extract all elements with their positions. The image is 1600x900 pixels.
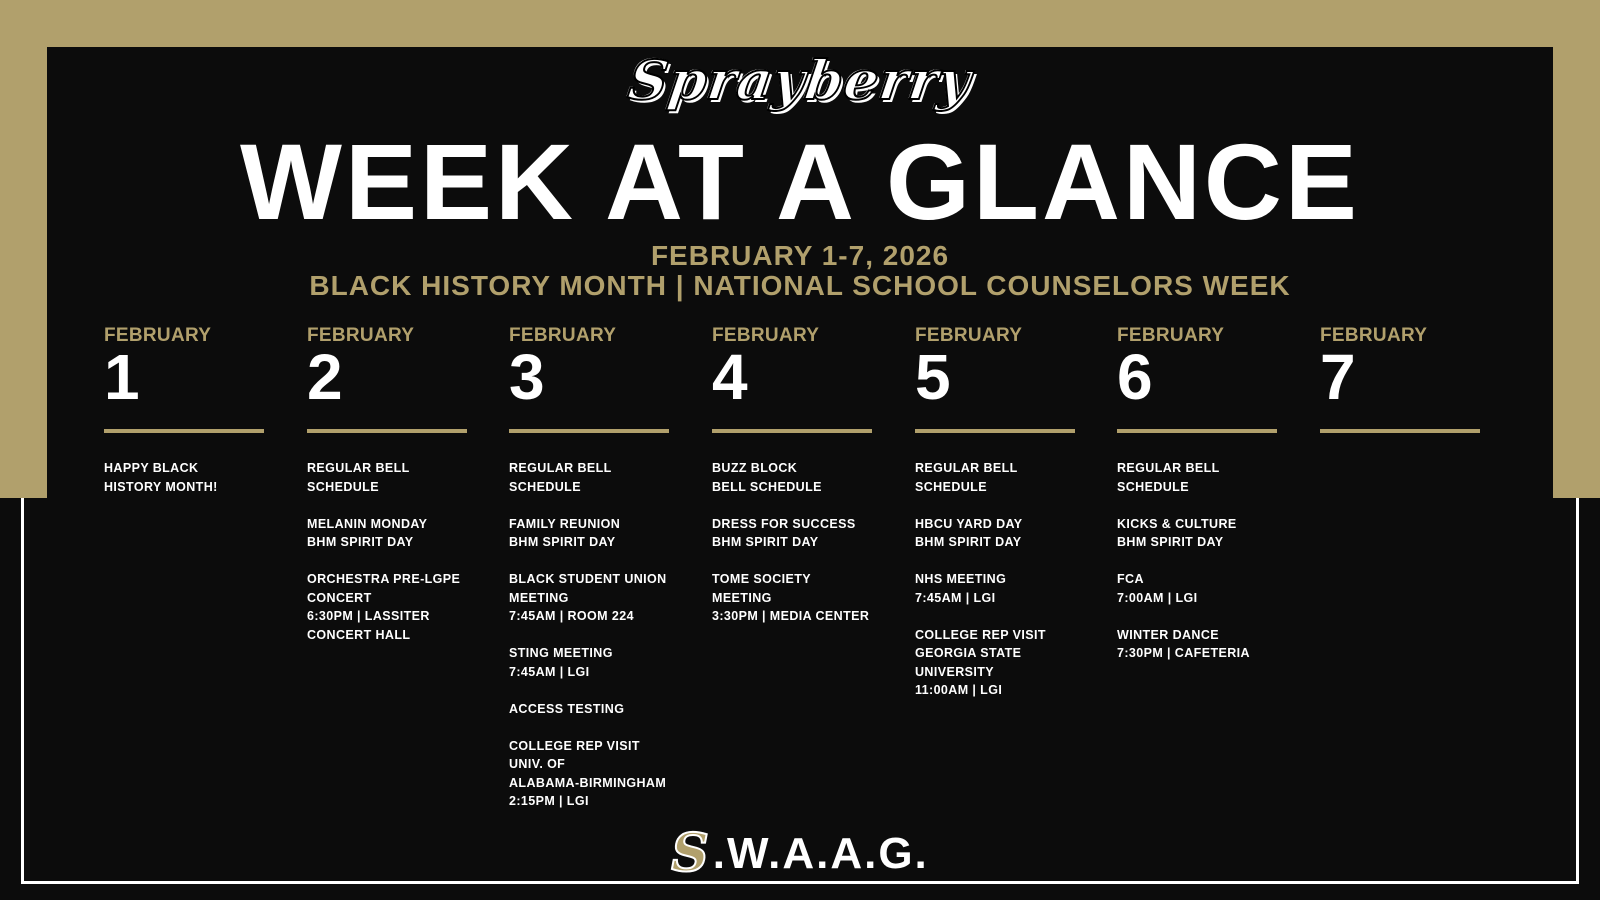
event-line: GEORGIA STATE (915, 646, 1022, 660)
logo-wordmark: Sprayberry (624, 48, 976, 112)
event-item (1117, 515, 1277, 552)
day-columns (104, 325, 1504, 808)
event-line: ORCHESTRA PRE-LGPE (307, 572, 461, 586)
event-item (915, 570, 1075, 607)
day-number: 1 (104, 341, 140, 413)
event-line: HISTORY MONTH! (104, 479, 218, 494)
event-line: UNIVERSITY (915, 664, 995, 679)
day-month-label: FEBRUARY (712, 325, 820, 346)
event-line: 3:30PM | MEDIA CENTER (712, 609, 870, 623)
event-line: KICKS & CULTURE (1117, 516, 1237, 531)
day-month-label: FEBRUARY (915, 325, 1023, 346)
day-divider (307, 429, 467, 433)
event-line: HAPPY BLACK (104, 461, 199, 475)
day-column (307, 325, 467, 663)
event-line: COLLEGE REP VISIT (509, 738, 640, 753)
event-line: BHM SPIRIT DAY (1117, 535, 1224, 549)
day-number: 4 (712, 341, 748, 413)
day-month-label: FEBRUARY (307, 325, 415, 346)
event-item (712, 515, 872, 552)
event-line: REGULAR BELL (1117, 461, 1220, 475)
day-column (915, 325, 1075, 718)
day-month-label: FEBRUARY (1117, 325, 1225, 346)
event-line: HBCU YARD DAY (915, 516, 1023, 531)
day-number: 5 (915, 341, 951, 413)
day-month-label: FEBRUARY (1320, 325, 1428, 346)
event-line: STING MEETING (509, 646, 613, 660)
sprayberry-logo (0, 48, 1600, 112)
event-line: BUZZ BLOCK (712, 461, 798, 475)
day-month-label: FEBRUARY (104, 325, 212, 346)
event-line: FAMILY REUNION (509, 516, 621, 531)
event-line: TOME SOCIETY MEETING (712, 572, 811, 605)
event-item (712, 570, 872, 626)
day-divider (104, 429, 264, 433)
swaag-logo (0, 823, 1600, 884)
event-item (307, 570, 467, 644)
event-line: REGULAR BELL (915, 461, 1018, 475)
event-line: BHM SPIRIT DAY (915, 535, 1022, 549)
event-list (104, 459, 264, 496)
event-line: 11:00AM | LGI (915, 683, 1003, 697)
page-title: WEEK AT A GLANCE (240, 121, 1360, 242)
day-number: 3 (509, 341, 545, 413)
event-item (509, 459, 669, 496)
event-list (1117, 459, 1277, 663)
event-line: SCHEDULE (509, 479, 581, 494)
event-line: REGULAR BELL (509, 461, 612, 475)
day-divider (509, 429, 669, 433)
day-column (104, 325, 264, 515)
event-line: 2:15PM | LGI (509, 794, 589, 808)
day-month-label: FEBRUARY (509, 325, 617, 346)
event-list (915, 459, 1075, 700)
event-line: 7:45AM | LGI (915, 590, 996, 605)
event-line: BHM SPIRIT DAY (712, 535, 819, 549)
event-list (509, 459, 669, 811)
event-line: 7:45AM | ROOM 224 (509, 609, 634, 623)
event-item (509, 700, 669, 719)
swaag-text: .W.A.A.G. (712, 829, 929, 878)
day-divider (1320, 429, 1480, 433)
day-number: 6 (1117, 341, 1153, 413)
event-line: SCHEDULE (915, 479, 987, 494)
event-list (307, 459, 467, 644)
event-item (915, 626, 1075, 700)
event-line: NHS MEETING (915, 572, 1007, 586)
event-item (1117, 626, 1277, 663)
swaag-s-letter: S (671, 823, 709, 884)
event-line: MEETING (509, 590, 569, 605)
event-line: 7:30PM | CAFETERIA (1117, 646, 1250, 660)
day-number: 7 (1320, 341, 1356, 413)
day-column (509, 325, 669, 829)
week-theme: BLACK HISTORY MONTH | NATIONAL SCHOOL COUNSELORS WEEK (309, 270, 1291, 301)
event-item (1117, 570, 1277, 607)
event-item (915, 515, 1075, 552)
event-line: BHM SPIRIT DAY (509, 535, 616, 549)
event-item (1117, 459, 1277, 496)
event-line: WINTER DANCE (1117, 627, 1220, 642)
day-divider (712, 429, 872, 433)
day-number: 2 (307, 341, 343, 413)
event-list (712, 459, 872, 626)
date-range: FEBRUARY 1-7, 2026 (650, 240, 950, 271)
event-line: CONCERT (307, 590, 372, 605)
event-line: SCHEDULE (307, 479, 379, 494)
event-line: BHM SPIRIT DAY (307, 535, 414, 549)
event-item (509, 737, 669, 811)
event-line: 7:45AM | LGI (509, 664, 590, 679)
event-line: 7:00AM | LGI (1117, 590, 1198, 605)
event-item (712, 459, 872, 496)
event-item (509, 515, 669, 552)
day-column (712, 325, 872, 644)
event-line: ACCESS TESTING (509, 701, 625, 716)
event-line: BELL SCHEDULE (712, 479, 822, 494)
event-item (509, 570, 669, 626)
event-line: DRESS FOR SUCCESS (712, 516, 856, 531)
day-divider (1117, 429, 1277, 433)
event-item (509, 644, 669, 681)
event-line: CONCERT HALL (307, 627, 411, 642)
event-line: COLLEGE REP VISIT (915, 627, 1046, 642)
event-line: REGULAR BELL (307, 461, 410, 475)
day-column (1117, 325, 1277, 681)
event-item (915, 459, 1075, 496)
event-item (307, 515, 467, 552)
event-line: BLACK STUDENT UNION (509, 572, 667, 586)
event-item (104, 459, 264, 496)
event-line: MELANIN MONDAY (307, 516, 428, 531)
event-line: ALABAMA-BIRMINGHAM (509, 775, 667, 790)
event-line: SCHEDULE (1117, 479, 1189, 494)
event-line: FCA (1117, 572, 1144, 586)
event-item (307, 459, 467, 496)
day-divider (915, 429, 1075, 433)
day-column (1320, 325, 1480, 459)
event-line: 6:30PM | LASSITER (307, 609, 430, 623)
event-line: UNIV. OF (509, 757, 566, 771)
